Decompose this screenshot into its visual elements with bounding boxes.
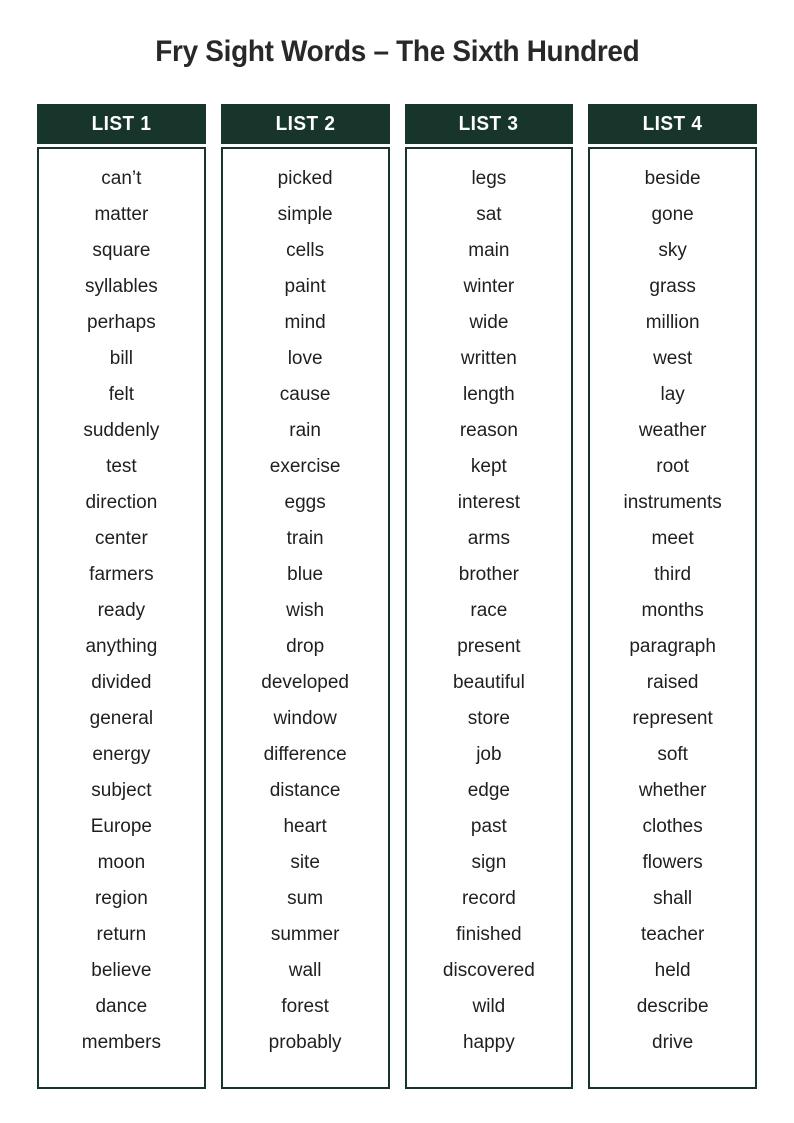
- word-item: perhaps: [87, 312, 156, 333]
- word-item: rain: [289, 420, 321, 441]
- word-item: describe: [636, 996, 709, 1017]
- word-item: farmers: [89, 564, 154, 585]
- word-item: race: [470, 600, 508, 621]
- page-title: Fry Sight Words – The Sixth Hundred: [154, 35, 640, 68]
- word-item: paragraph: [629, 636, 716, 657]
- list-header-2: [221, 104, 390, 144]
- word-item: main: [468, 240, 510, 261]
- word-item: center: [94, 528, 148, 549]
- word-item: difference: [263, 744, 347, 765]
- list-body: [588, 147, 757, 1089]
- word-item: meet: [651, 528, 694, 549]
- word-item: believe: [91, 960, 152, 981]
- word-item: record: [461, 888, 516, 909]
- word-item: syllables: [84, 276, 158, 297]
- word-item: beautiful: [452, 672, 525, 693]
- word-item: wall: [288, 960, 322, 981]
- word-item: square: [92, 240, 151, 261]
- word-item: general: [89, 708, 154, 729]
- list-body: [405, 147, 574, 1089]
- page-header: [0, 0, 794, 70]
- word-item: past: [470, 816, 507, 837]
- word-item: brother: [458, 564, 519, 585]
- list-body: [221, 147, 390, 1089]
- word-item: weather: [638, 420, 707, 441]
- word-item: months: [641, 600, 704, 621]
- word-item: train: [286, 528, 324, 549]
- word-item: west: [653, 348, 693, 369]
- word-item: grass: [649, 276, 696, 297]
- list-header-label: LIST 3: [458, 112, 519, 135]
- word-item: held: [654, 960, 691, 981]
- word-item: gone: [651, 204, 694, 225]
- word-item: divided: [91, 672, 152, 693]
- word-item: subject: [91, 780, 152, 801]
- word-item: matter: [94, 204, 149, 225]
- word-list-column-1: [37, 104, 206, 1089]
- list-header-label: LIST 1: [91, 112, 152, 135]
- word-item: heart: [283, 816, 327, 837]
- word-item: lay: [660, 384, 685, 405]
- word-item: teacher: [640, 924, 705, 945]
- word-item: energy: [92, 744, 151, 765]
- word-item: shall: [653, 888, 693, 909]
- word-item: interest: [457, 492, 521, 513]
- word-item: edge: [467, 780, 511, 801]
- word-item: summer: [270, 924, 340, 945]
- word-lists: [0, 104, 794, 1089]
- word-item: discovered: [442, 960, 535, 981]
- word-item: forest: [281, 996, 329, 1017]
- word-item: million: [645, 312, 700, 333]
- word-item: raised: [646, 672, 699, 693]
- word-item: region: [94, 888, 148, 909]
- word-item: probably: [268, 1032, 342, 1053]
- word-item: sat: [476, 204, 502, 225]
- list-header-3: [405, 104, 574, 144]
- word-item: arms: [467, 528, 510, 549]
- word-item: finished: [456, 924, 522, 945]
- list-header-label: LIST 4: [642, 112, 703, 135]
- list-header-label: LIST 2: [275, 112, 336, 135]
- word-item: represent: [632, 708, 713, 729]
- word-item: Europe: [90, 816, 153, 837]
- word-item: flowers: [642, 852, 703, 873]
- word-item: paint: [284, 276, 326, 297]
- word-item: eggs: [284, 492, 326, 513]
- word-item: legs: [471, 168, 507, 189]
- word-item: wild: [472, 996, 506, 1017]
- word-item: distance: [269, 780, 341, 801]
- word-item: happy: [462, 1032, 515, 1053]
- word-item: direction: [85, 492, 158, 513]
- word-item: simple: [277, 204, 333, 225]
- word-item: picked: [277, 168, 333, 189]
- word-item: written: [460, 348, 517, 369]
- word-item: beside: [644, 168, 701, 189]
- list-body: [37, 147, 206, 1089]
- word-item: instruments: [623, 492, 722, 513]
- word-item: site: [290, 852, 320, 873]
- word-item: anything: [85, 636, 158, 657]
- word-item: suddenly: [83, 420, 160, 441]
- word-item: return: [96, 924, 147, 945]
- word-item: wish: [286, 600, 325, 621]
- word-item: present: [457, 636, 521, 657]
- word-item: drive: [652, 1032, 694, 1053]
- word-item: moon: [97, 852, 146, 873]
- word-item: whether: [638, 780, 707, 801]
- word-item: cause: [279, 384, 331, 405]
- word-item: soft: [657, 744, 688, 765]
- word-item: window: [273, 708, 337, 729]
- word-item: job: [476, 744, 502, 765]
- word-item: clothes: [642, 816, 703, 837]
- list-header-1: [37, 104, 206, 144]
- word-item: exercise: [269, 456, 341, 477]
- word-item: sky: [658, 240, 687, 261]
- word-item: mind: [284, 312, 326, 333]
- word-item: wide: [469, 312, 509, 333]
- word-item: sum: [287, 888, 324, 909]
- word-item: can’t: [101, 168, 142, 189]
- word-item: cells: [286, 240, 325, 261]
- word-item: felt: [108, 384, 135, 405]
- word-item: store: [467, 708, 510, 729]
- word-item: members: [81, 1032, 161, 1053]
- word-item: length: [462, 384, 515, 405]
- list-header-4: [588, 104, 757, 144]
- word-list-column-4: [588, 104, 757, 1089]
- word-item: developed: [261, 672, 349, 693]
- word-item: love: [287, 348, 323, 369]
- word-item: ready: [97, 600, 146, 621]
- word-item: drop: [286, 636, 325, 657]
- word-item: third: [654, 564, 692, 585]
- word-item: sign: [471, 852, 507, 873]
- word-item: reason: [459, 420, 518, 441]
- word-item: winter: [463, 276, 515, 297]
- word-item: blue: [287, 564, 324, 585]
- word-item: dance: [95, 996, 148, 1017]
- word-list-column-2: [221, 104, 390, 1089]
- word-item: bill: [109, 348, 133, 369]
- word-item: kept: [470, 456, 507, 477]
- word-list-column-3: [405, 104, 574, 1089]
- word-item: root: [656, 456, 689, 477]
- word-item: test: [106, 456, 137, 477]
